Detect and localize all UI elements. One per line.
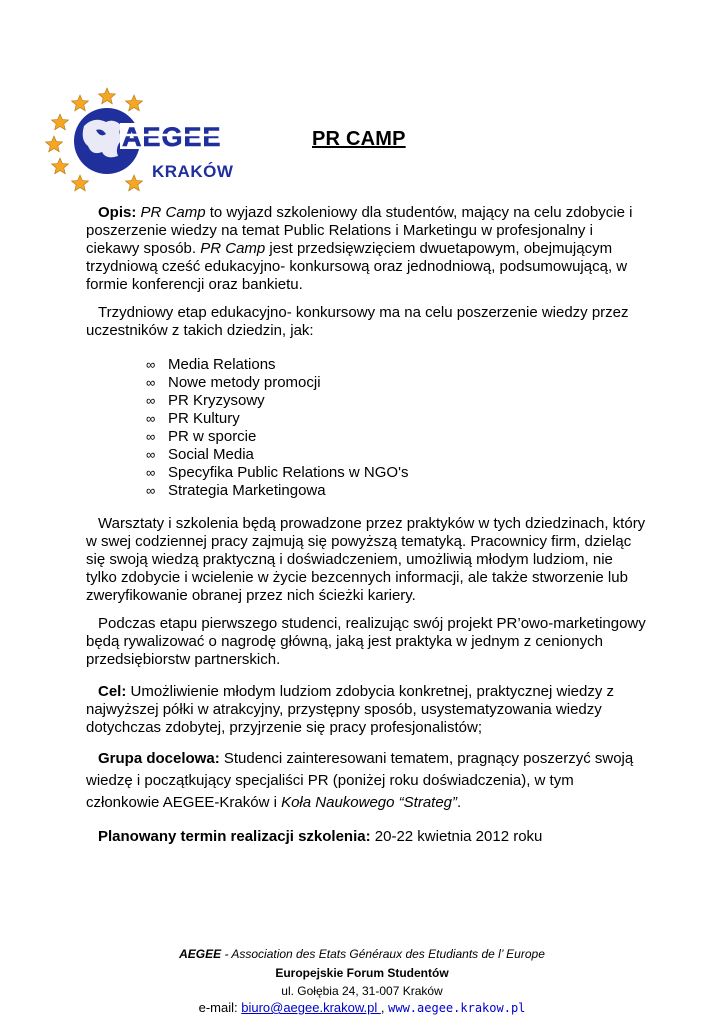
footer-assoc-text: - Association des Etats Généraux des Etudiants de l’ Europe [221,947,545,961]
footer-address: ul. Gołębia 24, 31-007 Kraków [281,984,443,998]
email-label: e-mail: [198,1000,242,1015]
opis-label: Opis: [98,204,137,221]
cel-paragraph: Cel: Umożliwienie młodym ludziom zdobycia konkretnej, praktycznej wiedzy z najwyższej półki w atrakcyjny, przystępny sposób, usystematyzowania wiedzy dotychczas zdobytej, przyjrzenie się pracy profesjonalistów; [86,683,615,736]
opis-em2: PR Camp [200,240,266,257]
etap-paragraph: Podczas etapu pierwszego studenci, realizując swój projekt PR’owo-marketingowy będą rywalizować o nagrodę główną, jaką jest praktyka w jednym z cenionych przedsiębiorstw partnerskich. [86,615,646,668]
list-item: ∞ PR Kultury [146,410,240,427]
opis-text1: to wyjazd szkoleniowy dla studentów, mający na celu zdobycie i poszerzenie wiedzy na temat Public Relations i Marketingu w profesjonalny i ciekawy sposób. [86,204,633,257]
svg-text:KRAKÓW: KRAKÓW [152,162,234,181]
topics-list [146,356,408,500]
svg-text:AEGEE: AEGEE [122,122,222,152]
star-icon [72,95,89,111]
infinity-bullet-icon: ∞ [146,465,156,480]
page-title: PR CAMP [312,128,406,150]
logo-wordmark [120,122,234,181]
termin-label: Planowany termin realizacji szkolenia: [98,828,371,845]
infinity-bullet-icon: ∞ [146,375,156,390]
infinity-bullet-icon: ∞ [146,429,156,444]
termin-value: 20-22 kwietnia 2012 roku [370,828,543,845]
aegee-krakow-logo [44,86,234,194]
star-icon [126,175,143,191]
list-item: ∞ PR w sporcie [146,428,257,445]
footer-org: AEGEE [179,947,222,961]
grupa-em: Koła Naukowego “Strateg” [281,794,458,811]
opis-em1: PR Camp [140,204,206,221]
infinity-bullet-icon: ∞ [146,393,156,408]
intro-paragraph [86,304,646,340]
star-icon [52,114,69,130]
list-item: ∞ Social Media [146,446,254,463]
star-icon [99,88,116,104]
footer-forum: Europejskie Forum Studentów [275,966,449,980]
grupa-paragraph: Grupa docelowa: Studenci zainteresowani tematem, pragnący poszerzyć swoją wiedzę i początkujący specjaliści PR (poniżej roku doświadczenia), w tym członkowie AEGEE-Kraków i Koła Naukowego “Strateg”. [86,750,634,811]
infinity-bullet-icon: ∞ [146,483,156,498]
opis-text2: jest przedsięwzięciem dwuetapowym, obejmującym trzydniową cześć edukacyjno- konkursową oraz jednodniową, podsumowującą, w formie konferencji oraz bankietu. [86,240,628,293]
cel-label: Cel: [98,683,127,700]
infinity-bullet-icon: ∞ [146,447,156,462]
star-icon [72,175,89,191]
list-item: ∞ Media Relations [146,356,276,373]
grupa-label: Grupa docelowa: [98,750,220,767]
list-item: ∞ PR Kryzysowy [146,392,265,409]
warsztaty-paragraph: Warsztaty i szkolenia będą prowadzone przez praktyków w tych dziedzinach, który w swej codziennej pracy zajmują się powyższą tematyką. Pracownicy firm, dzieląc się swoją wiedzą praktyczną i doświadczeniem, umożliwią młodym ludziom, nie tylko zdobycie i wcielenie w życie bezcennych informacji, ale także stworzenie lub zweryfikowanie obranej przez nich ścieżki kariery. [86,515,646,604]
termin-paragraph [86,828,646,846]
list-item: ∞ Strategia Marketingowa [146,482,326,499]
footer-assoc [0,945,724,963]
star-icon [52,158,69,174]
website-link[interactable]: www.aegee.krakow.pl [388,1001,526,1015]
infinity-bullet-icon: ∞ [146,357,156,372]
star-icon [46,136,63,152]
footer-contact [0,999,724,1017]
opis-paragraph [86,204,646,294]
email-link[interactable]: biuro@aegee.krakow.pl [241,1000,381,1015]
list-item: ∞ Nowe metody promocji [146,374,321,391]
star-icon [126,95,143,111]
infinity-bullet-icon: ∞ [146,411,156,426]
list-item: ∞ Specyfika Public Relations w NGO's [146,464,409,481]
footer-sep: , [380,1000,389,1015]
intro-text: Trzydniowy etap edukacyjno- konkursowy ma na celu poszerzenie wiedzy przez uczestników z takich dziedzin, jak: [86,304,629,339]
